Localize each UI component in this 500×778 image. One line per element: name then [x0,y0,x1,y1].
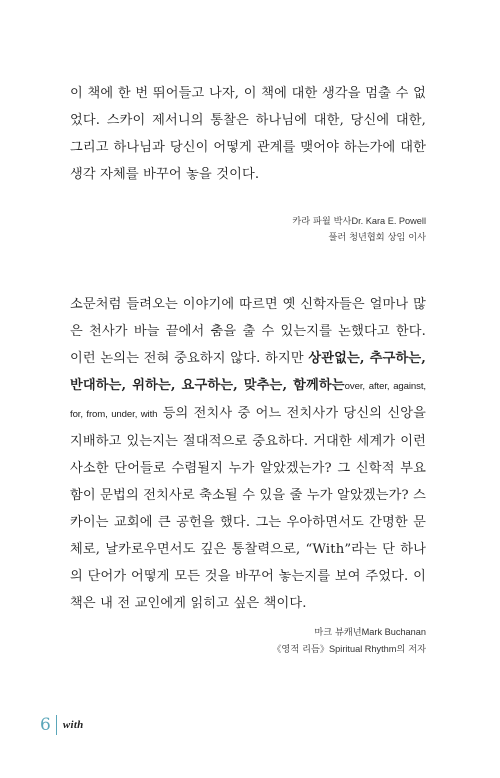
endorser-role: 풀러 청년협회 상임 이사 [328,232,426,243]
endorsement-quote-2-part-1: 소문처럼 들려오는 이야기에 따르면 옛 신학자들은 얼마나 많은 천사가 바늘 끝에서 춤을 출 수 있는지를 논했다고 한다. 이런 논의는 전혀 중요하지 않다. 하지만 [70,297,426,366]
endorsement-quote-2 [70,291,426,617]
endorsement-quote-1 [70,80,426,188]
folio-divider [56,715,57,735]
endorser-name-english: Mark Buchanan [361,627,426,637]
endorser-book-english: Spiritual Rhythm [329,644,397,654]
endorsement-quote-2-part-4: 등의 전치사 중 어느 전치사가 당신의 신앙을 지배하고 있는지는 절대적으로 중요하다. 거대한 세계가 이런 사소한 단어들로 수렴될지 누가 알았겠는가? 그 신학적 부요함이 문법의 전치사로 축소될 수 있을 줄 누가 알았겠는가? 스카이는 교회에 큰 공헌을 했다. 그는 우아하면서도 간명한 문체로, 날카로우면서도 깊은 통찰력으로, “With”라는 단 하나의 단어가 어떻게 모든 것을 바꾸어 놓는지를 보여 주었다. 이 책은 내 전 교인에게 읽히고 싶은 책이다. [70,406,426,611]
endorser-name-korean: 카라 파월 박사 [292,216,352,227]
endorsement-attribution-2 [272,624,426,658]
endorsement-quote-2-bold-prepositions: 상관없는, 추구하는, 반대하는, 위하는, 요구하는, 맞추는, 함께하는 [70,351,426,393]
endorsement-quote-2-english-prepositions: over, after, against, for, from, under, with [70,381,427,420]
running-title: with [62,719,84,731]
endorser-book-suffix: 의 저자 [396,644,426,655]
endorser-name-english: Dr. Kara E. Powell [351,216,426,226]
page-number: 6 [40,715,51,735]
endorsement-quote-1-text: 이 책에 한 번 뛰어들고 나자, 이 책에 대한 생각을 멈출 수 없었다. 스카이 제서니의 통찰은 하나님에 대한, 당신에 대한, 그리고 하나님과 당신이 어떻게 관계를 맺어야 하는가에 대한 생각 자체를 바꾸어 놓을 것이다. [70,86,426,182]
endorser-book-korean: 《영적 리듬》 [272,644,330,655]
endorsement-attribution-1 [292,213,426,246]
endorser-name-korean: 마크 뷰캐넌 [314,627,362,638]
page-folio [40,713,84,737]
